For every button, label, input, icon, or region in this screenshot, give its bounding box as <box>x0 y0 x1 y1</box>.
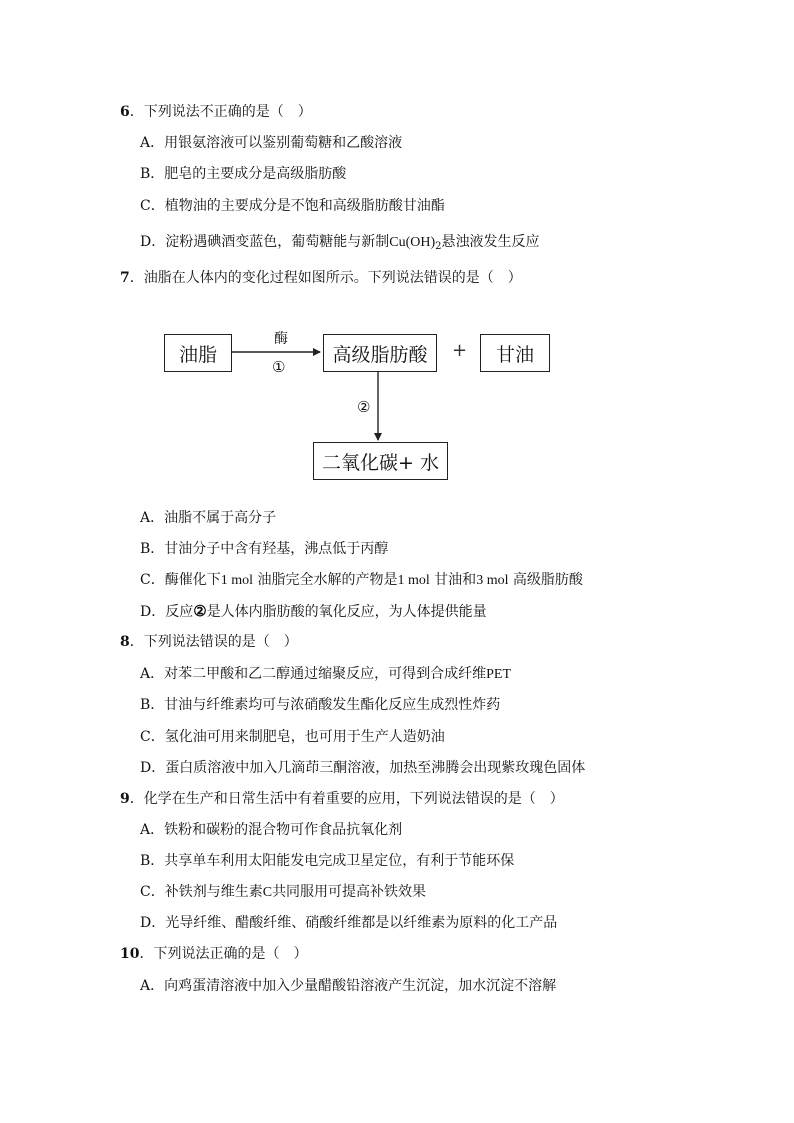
q7-option-a: A．油脂不属于高分子 <box>140 510 277 526</box>
vitamin-letter: C <box>262 885 273 900</box>
q9-option-c <box>140 882 426 902</box>
box-glycerol: 甘油 <box>480 334 550 372</box>
option-text: A．对苯二甲酸和乙二醇通过缩聚反应，可得到合成纤维 <box>140 666 487 682</box>
question-7-stem <box>120 268 522 288</box>
box-higher-fatty-acid: 高级脂肪酸 <box>323 334 437 372</box>
step-2-marker: ② <box>193 602 207 620</box>
question-number: 7 <box>120 270 130 286</box>
q8-option-b: B．甘油与纤维素均可与浓硝酸发生酯化反应生成烈性炸药 <box>140 697 501 713</box>
quantity: 3 mol <box>476 573 509 588</box>
question-number: 10 <box>120 946 140 962</box>
q7-option-b: B．甘油分子中含有羟基，沸点低于丙醇 <box>140 541 389 557</box>
option-text: D．淀粉遇碘酒变蓝色，葡萄糖能与新制 <box>140 234 390 250</box>
q9-option-a: A．铁粉和碳粉的混合物可作食品抗氧化剂 <box>140 822 403 838</box>
question-6-stem <box>120 102 312 122</box>
question-number: 6 <box>120 104 130 120</box>
option-text: 油脂完全水解的产物是 <box>253 572 398 588</box>
box-co2-water: 二氧化碳+ 水 <box>313 442 448 480</box>
q6-option-c: C．植物油的主要成分是不饱和高级脂肪酸甘油酯 <box>140 198 445 214</box>
plus-sign: + <box>452 340 468 361</box>
q7-option-d <box>140 601 487 621</box>
q6-option-a: A．用银氨溶液可以鉴别葡萄糖和乙酸溶液 <box>140 135 403 151</box>
question-9-stem <box>120 789 564 809</box>
label-step-2: ② <box>357 398 371 416</box>
q8-option-a <box>140 664 511 684</box>
q6-option-b: B．肥皂的主要成分是高级脂肪酸 <box>140 166 347 182</box>
question-text: ．下列说法正确的是（ ） <box>139 946 308 962</box>
question-number: 8 <box>120 634 130 650</box>
q8-option-c: C．氢化油可用来制肥皂，也可用于生产人造奶油 <box>140 729 445 745</box>
question-text: ．化学在生产和日常生活中有着重要的应用，下列说法错误的是（ ） <box>129 791 564 807</box>
option-text: 高级脂肪酸 <box>508 572 583 588</box>
option-text: 是人体内脂肪酸的氧化反应，为人体提供能量 <box>206 604 487 620</box>
option-text: D．反应 <box>140 604 194 620</box>
question-text: ．油脂在人体内的变化过程如图所示。下列说法错误的是（ ） <box>129 270 522 286</box>
label-step-1: ① <box>272 358 286 376</box>
option-text-end: 悬浊液发生反应 <box>441 234 540 250</box>
q6-option-d <box>140 232 540 252</box>
option-text: C．酶催化下 <box>140 572 221 588</box>
q9-option-d: D．光导纤维、醋酸纤维、硝酸纤维都是以纤维素为原料的化工产品 <box>140 915 558 931</box>
formula-subscript: 2 <box>435 241 442 252</box>
q7-option-c <box>140 570 583 590</box>
q9-option-b: B．共享单车利用太阳能发电完成卫星定位，有利于节能环保 <box>140 853 515 869</box>
box-fat: 油脂 <box>164 334 232 372</box>
quantity: 1 mol <box>397 573 430 588</box>
option-text: 甘油和 <box>429 572 477 588</box>
option-text: 共同服用可提高补铁效果 <box>272 884 427 900</box>
question-text: ．下列说法不正确的是（ ） <box>129 104 312 120</box>
quantity: 1 mol <box>220 573 253 588</box>
question-number: 9 <box>120 791 130 807</box>
question-text: ．下列说法错误的是（ ） <box>129 634 298 650</box>
chemical-formula: Cu(OH) <box>389 235 436 250</box>
q10-option-a: A．向鸡蛋清溶液中加入少量醋酸铅溶液产生沉淀，加水沉淀不溶解 <box>140 978 557 994</box>
abbreviation: PET <box>486 667 511 682</box>
lipid-metabolism-diagram <box>160 318 560 488</box>
option-text: C．补铁剂与维生素 <box>140 884 263 900</box>
question-8-stem <box>120 632 298 652</box>
q8-option-d: D．蛋白质溶液中加入几滴茚三酮溶液，加热至沸腾会出现紫玫瑰色固体 <box>140 760 586 776</box>
question-10-stem <box>120 944 307 964</box>
label-enzyme: 酶 <box>274 331 288 347</box>
